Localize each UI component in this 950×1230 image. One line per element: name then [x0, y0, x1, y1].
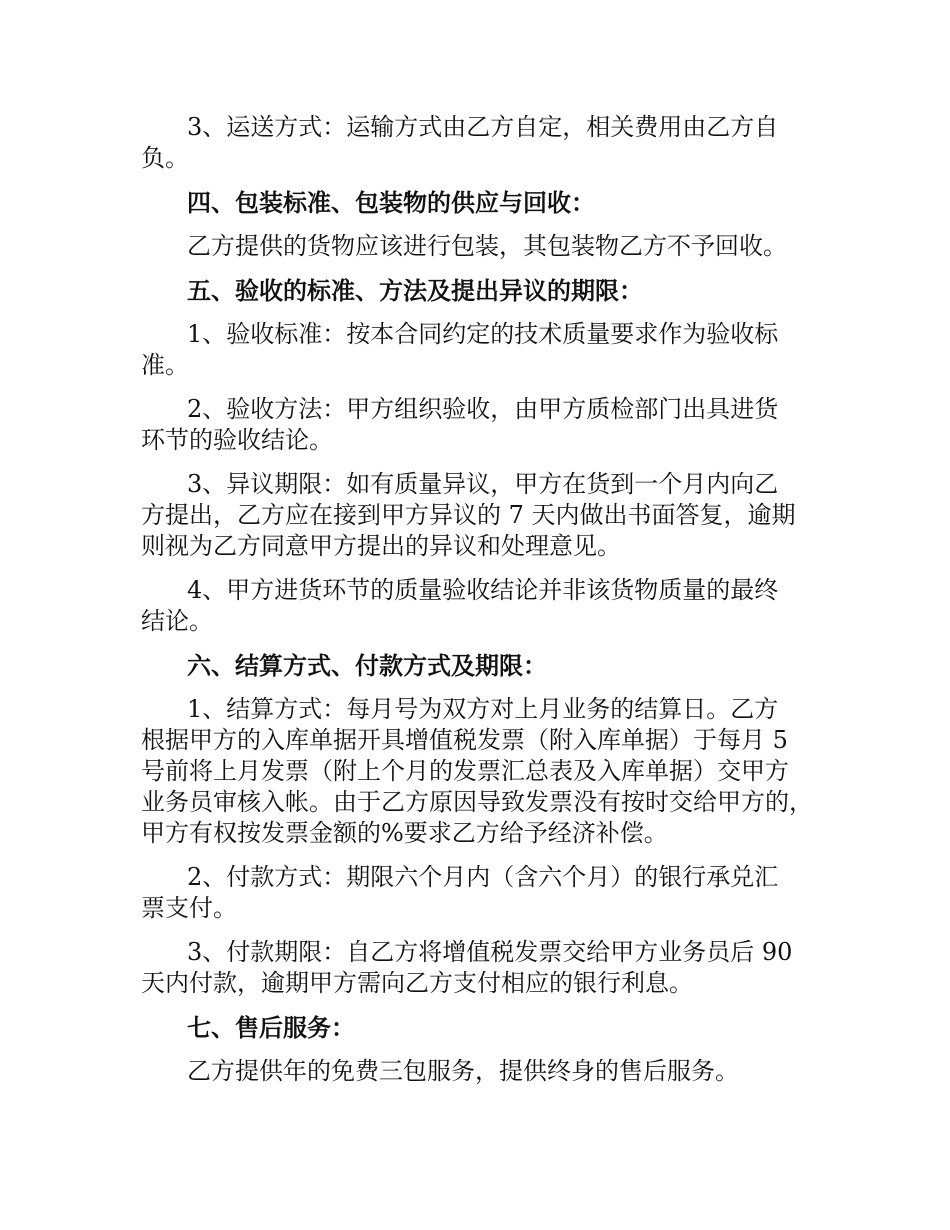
text-line: 1、验收标准：按本合同约定的技术质量要求作为验收标 [187, 320, 779, 348]
text-line: 1、结算方式：每月号为双方对上月业务的结算日。乙方 [187, 695, 779, 723]
text-line: 天内付款，逾期甲方需向乙方支付相应的银行利息。 [141, 969, 693, 997]
text-line: 方提出，乙方应在接到甲方异议的 7 天内做出书面答复，逾期 [141, 501, 796, 529]
paragraph [141, 231, 831, 262]
text-line: 3、异议期限：如有质量异议，甲方在货到一个月内向乙 [187, 470, 779, 498]
text-line: 2、验收方法：甲方组织验收，由甲方质检部门出具进货 [187, 395, 779, 423]
text-line: 四、包装标准、包装物的供应与回收： [187, 188, 595, 217]
section-heading [141, 650, 831, 681]
text-line: 乙方提供的货物应该进行包装，其包装物乙方不予回收。 [187, 232, 787, 260]
section-heading [141, 187, 831, 218]
paragraph [141, 394, 831, 456]
paragraph [141, 319, 831, 381]
text-line: 准。 [141, 351, 189, 379]
paragraph [141, 469, 831, 562]
text-line: 票支付。 [141, 894, 237, 922]
text-line: 2、付款方式：期限六个月内（含六个月）的银行承兑汇 [187, 863, 779, 891]
text-line: 乙方提供年的免费三包服务，提供终身的售后服务。 [187, 1057, 739, 1085]
paragraph [141, 937, 831, 999]
paragraph [141, 1056, 831, 1087]
paragraph [141, 862, 831, 924]
section-heading [141, 1012, 831, 1043]
text-line: 五、验收的标准、方法及提出异议的期限： [187, 276, 643, 305]
paragraph [141, 112, 831, 174]
text-line: 业务员审核入帐。由于乙方原因导致发票没有按时交给甲方的， [141, 788, 813, 816]
text-line: 4、甲方进货环节的质量验收结论并非该货物质量的最终 [187, 576, 779, 604]
text-line: 环节的验收结论。 [141, 426, 333, 454]
text-line: 根据甲方的入库单据开具增值税发票（附入库单据）于每月 5 [141, 726, 788, 754]
section-heading [141, 275, 831, 306]
text-line: 甲方有权按发票金额的%要求乙方给予经济补偿。 [141, 819, 668, 847]
document-body [141, 112, 831, 1100]
text-line: 3、付款期限：自乙方将增值税发票交给甲方业务员后 90 [187, 938, 793, 966]
text-line: 3、运送方式：运输方式由乙方自定，相关费用由乙方自 [187, 113, 779, 141]
text-line: 结论。 [141, 607, 213, 635]
text-line: 六、结算方式、付款方式及期限： [187, 651, 547, 680]
text-line: 七、售后服务： [187, 1013, 355, 1042]
paragraph [141, 575, 831, 637]
text-line: 负。 [141, 144, 189, 172]
text-line: 号前将上月发票（附上个月的发票汇总表及入库单据）交甲方 [141, 757, 789, 785]
paragraph [141, 694, 831, 849]
text-line: 则视为乙方同意甲方提出的异议和处理意见。 [141, 532, 621, 560]
